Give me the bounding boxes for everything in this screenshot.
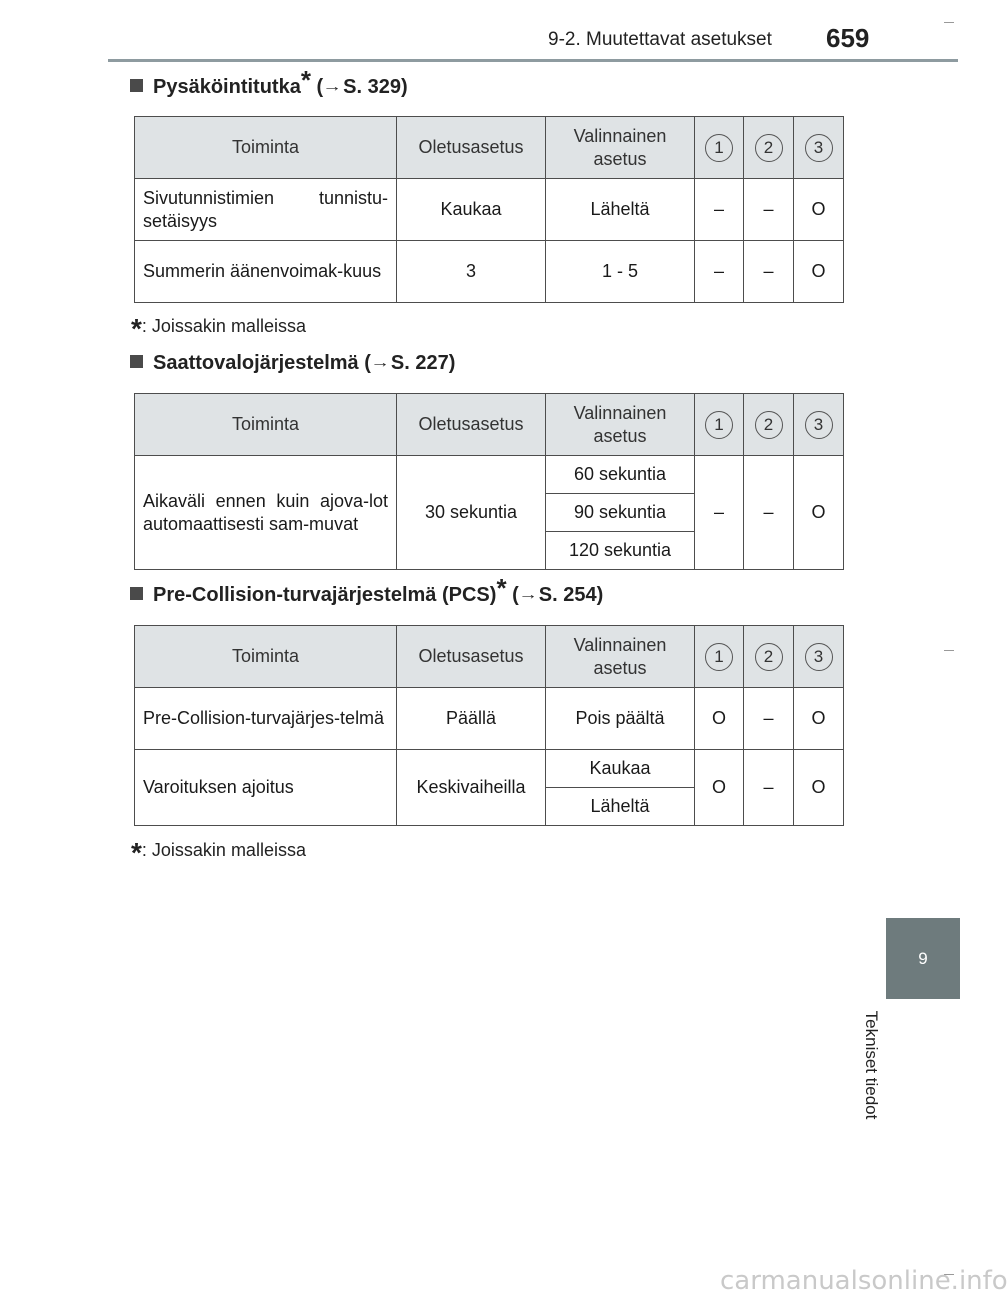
circle-1-icon: 1 [705, 134, 733, 162]
table-row: Varoituksen ajoitus Keskivaiheilla Kaukaa O – O [135, 750, 844, 788]
circle-1-icon: 1 [705, 643, 733, 671]
col-valinnainen: Valinnainen asetus [546, 626, 695, 688]
bullet-square-icon [130, 355, 143, 368]
table-header-row [135, 117, 844, 179]
col-oletusasetus: Oletusasetus [397, 394, 546, 456]
parking-sensor-table [134, 116, 844, 303]
chapter-label: Tekniset tiedot [862, 1010, 881, 1120]
section-heading-follow-me-lights: Saattovalojärjestelmä (→S. 227) [130, 352, 455, 375]
col-2 [744, 626, 794, 688]
col-1 [695, 394, 744, 456]
col-2 [744, 117, 794, 179]
crop-mark [944, 650, 954, 651]
col-toiminta: Toiminta [135, 394, 397, 456]
header-rule [108, 59, 958, 62]
circle-2-icon: 2 [755, 643, 783, 671]
col-valinnainen: Valinnainen asetus [546, 394, 695, 456]
bullet-square-icon [130, 587, 143, 600]
footnote: *: Joissakin malleissa [131, 313, 306, 344]
table-row: Pre-Collision-turvajärjes-telmä Päällä Pois päältä O – O [135, 688, 844, 750]
page-reference-link[interactable]: S. 227) [390, 352, 456, 374]
table-row: Läheltä [135, 788, 844, 826]
table-row: Sivutunnistimien tunnistu-setäisyys Kaukaa Läheltä – – O [135, 179, 844, 241]
circle-1-icon: 1 [705, 411, 733, 439]
chapter-tab[interactable]: 9 [886, 918, 960, 999]
footnote: *: Joissakin malleissa [131, 837, 306, 868]
section-heading-pcs: Pre-Collision-turvajärjestelmä (PCS)* (→S. 254) [130, 584, 603, 607]
section-heading-parking-sensor: Pysäköintitutka* (→S. 329) [130, 76, 408, 99]
table-row: 120 sekuntia [135, 532, 844, 570]
table-header-row [135, 626, 844, 688]
page-header [0, 0, 960, 62]
col-oletusasetus: Oletusasetus [397, 626, 546, 688]
page-number: 659 [826, 23, 870, 53]
pcs-table [134, 625, 844, 826]
footnote-star: * [131, 313, 142, 344]
arrow-right-icon: → [517, 586, 538, 602]
page-reference-link[interactable]: S. 254) [538, 584, 604, 606]
col-3 [794, 626, 844, 688]
follow-me-lights-table [134, 393, 844, 570]
circle-3-icon: 3 [805, 411, 833, 439]
footnote-star: * [131, 837, 142, 868]
page-reference-link[interactable]: S. 329) [343, 76, 408, 98]
col-valinnainen: Valinnainen asetus [546, 117, 695, 179]
table-header-row [135, 394, 844, 456]
arrow-right-icon: → [322, 78, 342, 94]
col-1 [695, 117, 744, 179]
col-1 [695, 626, 744, 688]
col-toiminta: Toiminta [135, 626, 397, 688]
col-3 [794, 117, 844, 179]
col-2 [744, 394, 794, 456]
table-row: Summerin äänenvoimak-kuus 3 1 - 5 – – O [135, 241, 844, 303]
arrow-right-icon: → [370, 354, 390, 370]
table-row: 90 sekuntia [135, 494, 844, 532]
bullet-square-icon [130, 79, 143, 92]
circle-3-icon: 3 [805, 643, 833, 671]
circle-3-icon: 3 [805, 134, 833, 162]
col-oletusasetus: Oletusasetus [397, 117, 546, 179]
table-row: Aikaväli ennen kuin ajova-lot automaattisesti sam-muvat 30 sekuntia 60 sekuntia – – O [135, 456, 844, 494]
section-title: 9-2. Muutettavat asetukset [548, 29, 772, 50]
col-3 [794, 394, 844, 456]
circle-2-icon: 2 [755, 411, 783, 439]
col-toiminta: Toiminta [135, 117, 397, 179]
footnote-star: * [496, 573, 507, 603]
circle-2-icon: 2 [755, 134, 783, 162]
watermark: carmanualsonline.info [720, 1266, 1008, 1296]
crop-mark [944, 22, 954, 23]
footnote-star: * [300, 65, 311, 95]
